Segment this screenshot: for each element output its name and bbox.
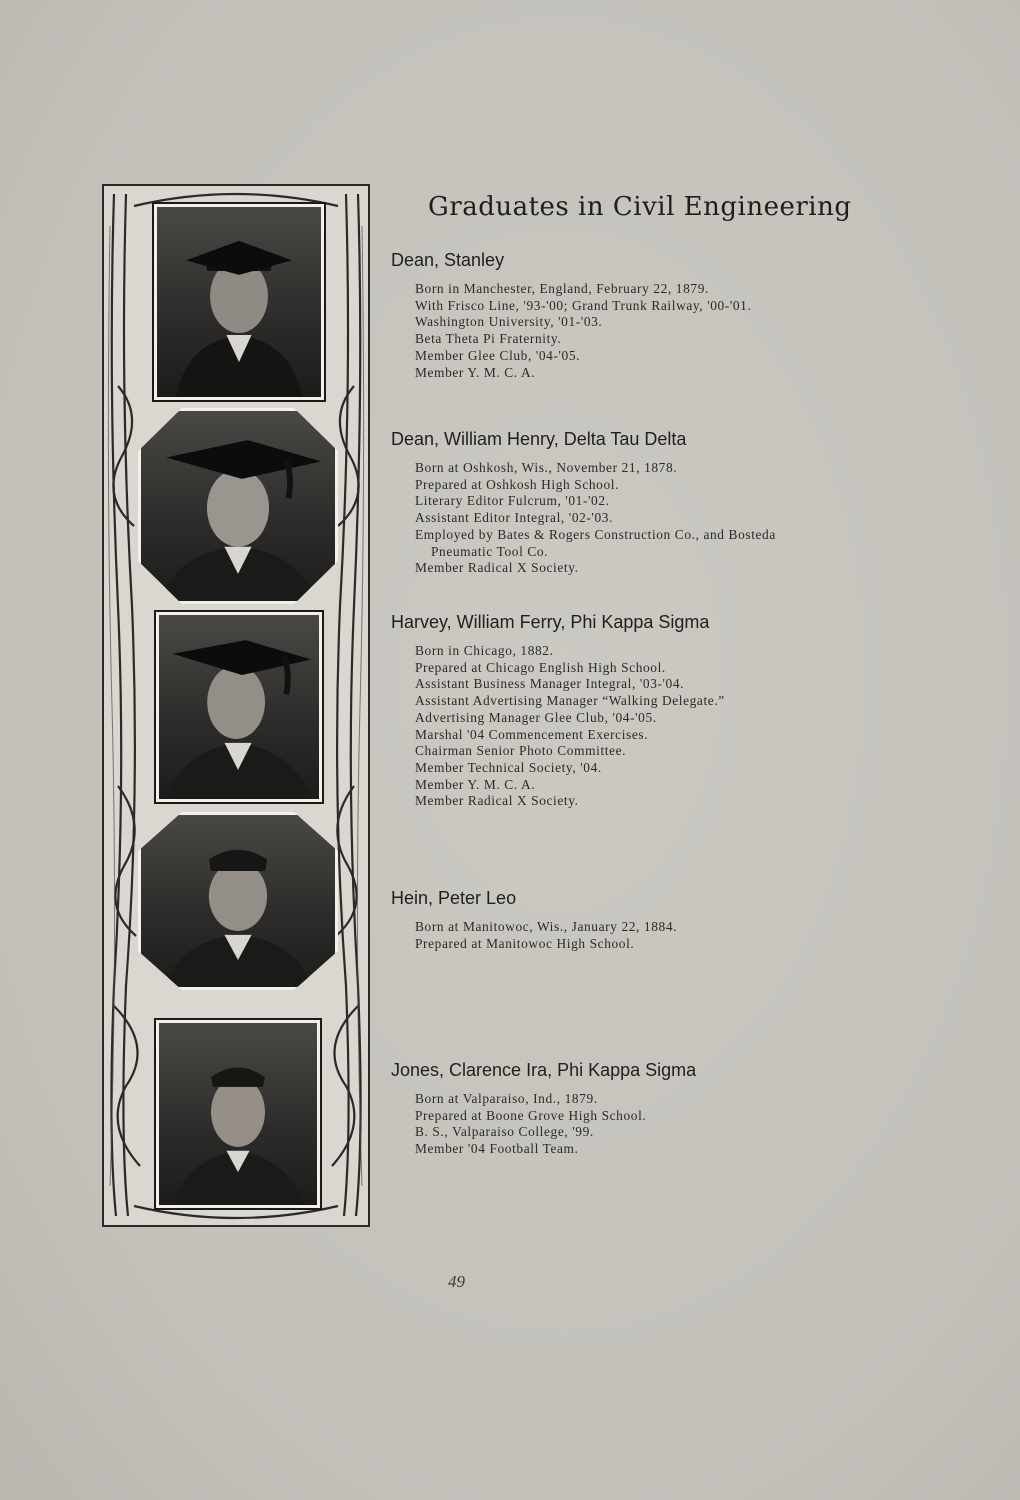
bio-line: Prepared at Chicago English High School.: [415, 659, 666, 675]
bio-line: Member Y. M. C. A.: [415, 776, 536, 792]
graduate-entry: [391, 1060, 861, 1158]
portrait-dean-william-henry: [138, 408, 338, 604]
bio-line: Beta Theta Pi Fraternity.: [415, 331, 562, 347]
bio-line: Literary Editor Fulcrum, '01-'02.: [415, 493, 610, 509]
bio-line: Born in Chicago, 1882.: [415, 643, 554, 658]
page-number: 49: [448, 1272, 465, 1291]
bio-line: Member Radical X Society.: [415, 560, 579, 576]
bio-line: Advertising Manager Glee Club, '04-'05.: [415, 709, 657, 725]
portrait-silhouette-icon: [141, 411, 335, 601]
graduate-entry: [391, 429, 861, 577]
bio-line: Employed by Bates & Rogers Construction Co., and Bosteda: [415, 526, 776, 542]
graduate-entry: [391, 250, 861, 381]
bio-line: Assistant Advertising Manager “Walking Delegate.”: [415, 693, 725, 709]
page-title: Graduates in Civil Engineering: [428, 192, 852, 222]
portrait-strip: [102, 184, 370, 1227]
bio-line: Born in Manchester, England, February 22, 1879.: [415, 281, 709, 296]
portrait-dean-stanley: [154, 204, 324, 400]
bio-line: Member Technical Society, '04.: [415, 759, 602, 775]
bio-line: Chairman Senior Photo Committee.: [415, 743, 627, 759]
graduate-name: Dean, Stanley: [391, 250, 505, 270]
bio-line: With Frisco Line, '93-'00; Grand Trunk Railway, '00-'01.: [415, 297, 752, 313]
graduate-entry: [391, 612, 861, 810]
graduate-name: Dean, William Henry, Delta Tau Delta: [391, 429, 687, 449]
bio-line: B. S., Valparaiso College, '99.: [415, 1124, 594, 1140]
bio-line: Member '04 Football Team.: [415, 1141, 579, 1157]
bio-line: Born at Valparaiso, Ind., 1879.: [415, 1091, 598, 1106]
bio-line: Prepared at Oshkosh High School.: [415, 476, 620, 492]
graduate-name: Hein, Peter Leo: [391, 888, 517, 908]
graduate-entry: [391, 888, 861, 952]
portrait-silhouette-icon: [157, 207, 321, 397]
bio-line: Washington University, '01-'03.: [415, 314, 603, 330]
portrait-silhouette-icon: [159, 615, 319, 799]
bio-line: Assistant Business Manager Integral, '03-'04.: [415, 676, 685, 692]
graduate-name: Jones, Clarence Ira, Phi Kappa Sigma: [391, 1060, 697, 1080]
bio-line: Born at Oshkosh, Wis., November 21, 1878.: [415, 460, 678, 475]
bio-line-continued: Pneumatic Tool Co.: [431, 543, 549, 559]
bio-line: Member Glee Club, '04-'05.: [415, 347, 581, 363]
bio-line: Marshal '04 Commencement Exercises.: [415, 726, 649, 742]
portrait-hein-peter-leo: [138, 812, 338, 990]
portrait-silhouette-icon: [141, 815, 335, 987]
bio-line: Member Radical X Society.: [415, 793, 579, 809]
portrait-silhouette-icon: [159, 1023, 317, 1205]
bio-line: Born at Manitowoc, Wis., January 22, 1884.: [415, 919, 678, 934]
graduate-name: Harvey, William Ferry, Phi Kappa Sigma: [391, 612, 710, 632]
bio-line: Assistant Editor Integral, '02-'03.: [415, 510, 614, 526]
bio-line: Prepared at Boone Grove High School.: [415, 1107, 647, 1123]
bio-line: Member Y. M. C. A.: [415, 364, 536, 380]
portrait-jones-clarence-ira: [156, 1020, 320, 1208]
portrait-harvey-william-ferry: [156, 612, 322, 802]
bio-line: Prepared at Manitowoc High School.: [415, 935, 635, 951]
